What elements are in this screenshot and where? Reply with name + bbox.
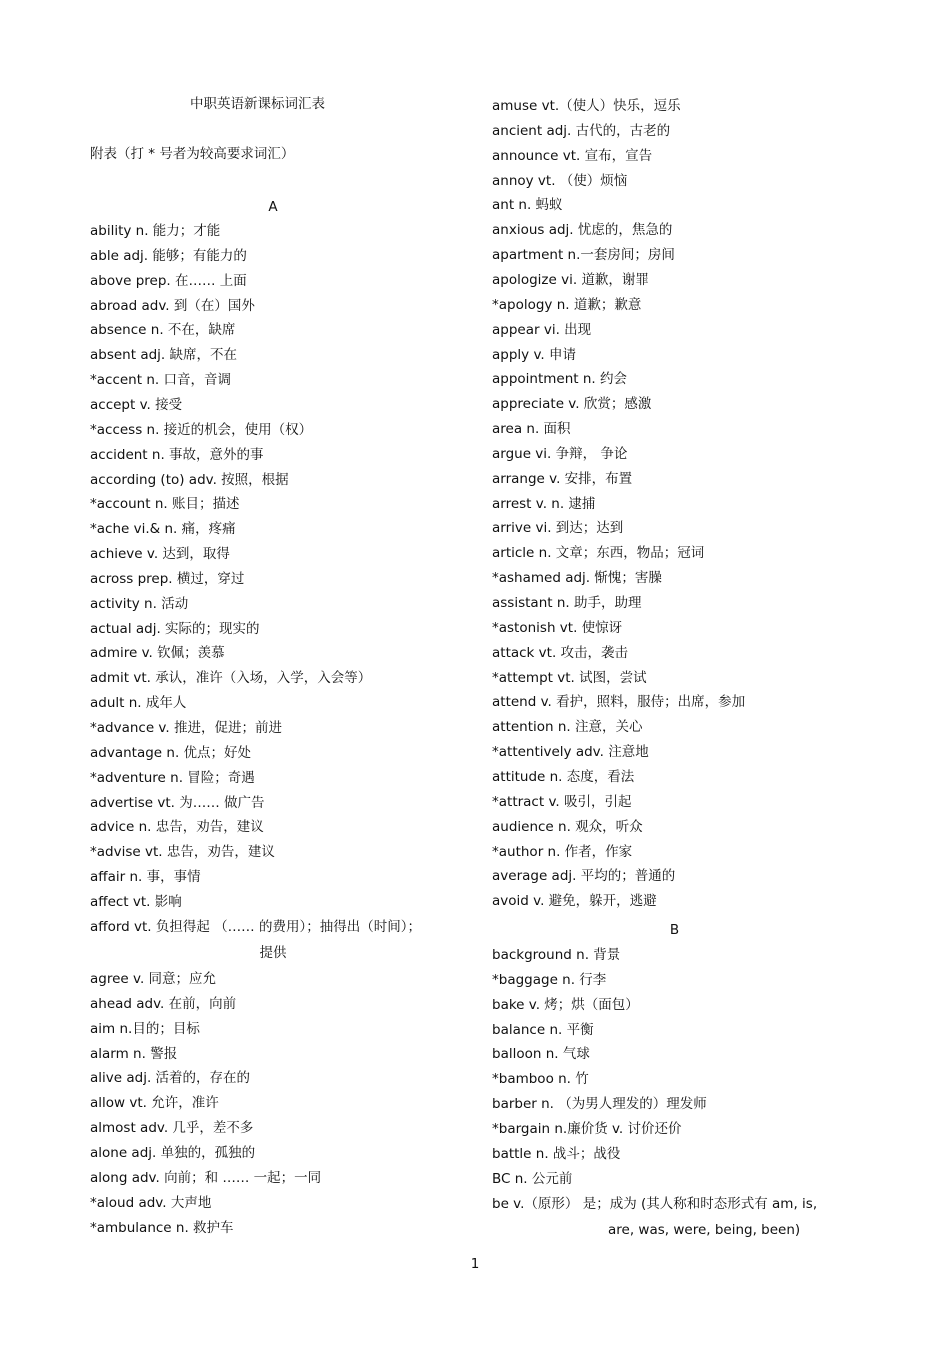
vocab-entry: absent adj. 缺席，不在 [90, 347, 237, 364]
vocab-entry: battle n. 战斗；战役 [492, 1145, 621, 1162]
be-continuation: are, was, were, being, been) [608, 1222, 801, 1238]
vocab-entry: along adv. 向前；和 …… 一起；一同 [90, 1169, 322, 1186]
vocab-entry: admit vt. 承认，准许（入场，入学，入会等） [90, 670, 372, 687]
vocab-entry: anxious adj. 忧虑的，焦急的 [492, 222, 673, 239]
vocab-entry: alive adj. 活着的，存在的 [90, 1070, 251, 1087]
vocab-entry: advantage n. 优点；好处 [90, 744, 252, 761]
vocab-entry: ancient adj. 古代的，古老的 [492, 122, 671, 139]
vocab-entry: arrange v. 安排，布置 [492, 470, 633, 487]
vocab-entry: background n. 背景 [492, 947, 621, 963]
vocab-entry: article n. 文章；东西，物品；冠词 [492, 545, 705, 562]
vocab-entry: argue vi. 争辩， 争论 [492, 445, 628, 462]
vocab-entry: above prep. 在…… 上面 [90, 272, 247, 289]
vocab-entry: *bargain n.廉价货 v. 讨价还价 [492, 1120, 682, 1137]
vocab-entry: advertise vt. 为…… 做广告 [90, 794, 265, 811]
vocab-entry: attitude n. 态度，看法 [492, 768, 635, 785]
vocab-entry: appointment n. 约会 [492, 371, 628, 388]
vocab-entry: *advise vt. 忠告，劝告，建议 [90, 844, 275, 861]
vocab-entry: ability n. 能力；才能 [90, 223, 221, 239]
vocab-entry: *ache vi.& n. 痛，疼痛 [90, 521, 236, 538]
vocab-entry: assistant n. 助手，助理 [492, 595, 642, 611]
vocab-entry: BC n. 公元前 [492, 1170, 573, 1187]
vocab-entry: affair n. 事，事情 [90, 869, 201, 886]
vocab-entry: *ambulance n. 救护车 [90, 1219, 234, 1236]
vocab-entry: *baggage n. 行李 [492, 971, 607, 988]
vocab-entry: *adventure n. 冒险；奇遇 [90, 769, 255, 786]
vocab-entry: *attentively adv. 注意地 [492, 744, 649, 761]
vocab-entry: *accent n. 口音，音调 [90, 372, 231, 389]
vocab-entry: ahead adv. 在前，向前 [90, 995, 237, 1012]
vocab-entry: across prep. 横过，穿过 [90, 570, 245, 587]
vocab-entry: adult n. 成年人 [90, 695, 187, 712]
vocab-entry: appreciate v. 欣赏；感激 [492, 396, 652, 413]
vocab-entry: *attempt vt. 试图，尝试 [492, 669, 647, 686]
vocab-entry: avoid v. 避免，躲开，逃避 [492, 893, 657, 910]
vocab-entry: average adj. 平均的；普通的 [492, 868, 676, 885]
vocab-entry: *apology n. 道歉；歉意 [492, 296, 642, 313]
afford-continuation: 提供 [259, 945, 287, 961]
vocab-entry: almost adv. 几乎，差不多 [90, 1120, 254, 1137]
vocab-entry: *ashamed adj. 惭愧；害臊 [492, 570, 662, 587]
vocab-entry: apartment n.一套房间；房间 [492, 247, 675, 264]
section-heading-b: B [669, 922, 680, 938]
vocab-entry: activity n. 活动 [90, 595, 189, 612]
vocab-entry: attend v. 看护，照料，服侍；出席，参加 [492, 694, 746, 711]
vocab-entry: arrive vi. 到达；达到 [492, 520, 624, 537]
vocab-entry: advice n. 忠告，劝告，建议 [90, 819, 264, 836]
vocab-entry: *advance v. 推进，促进；前进 [90, 720, 282, 736]
vocab-entry: affect vt. 影响 [90, 893, 182, 910]
vocab-entry: balance n. 平衡 [492, 1021, 594, 1038]
vocab-entry: amuse vt.（使人）快乐，逗乐 [492, 98, 681, 114]
vocab-entry: agree v. 同意；应允 [90, 971, 217, 987]
vocab-entry: bake v. 烤；烘（面包） [492, 996, 639, 1013]
vocab-entry: apply v. 申请 [492, 346, 576, 363]
vocab-entry: admire v. 钦佩；羡慕 [90, 645, 225, 662]
vocab-entry: appear vi. 出现 [492, 321, 592, 338]
vocab-entry: afford vt. 负担得起 （…… 的费用）；抽得出（时间）； [90, 918, 421, 935]
vocab-entry: barber n. （为男人理发的）理发师 [492, 1096, 707, 1113]
vocab-entry: be v.（原形） 是；成为 (其人称和时态形式有 am, is, [492, 1195, 818, 1212]
vocab-entry: alarm n. 警报 [90, 1045, 178, 1062]
vocab-entry: *access n. 接近的机会，使用（权） [90, 421, 313, 438]
vocab-entry: able adj. 能够；有能力的 [90, 247, 247, 264]
vocab-entry: actual adj. 实际的；现实的 [90, 620, 260, 637]
vocab-entry: abroad adv. 到（在）国外 [90, 297, 255, 314]
vocab-entry: *aloud adv. 大声地 [90, 1194, 212, 1211]
vocab-entry: *bamboo n. 竹 [492, 1071, 589, 1088]
vocab-entry: allow vt. 允许，准许 [90, 1095, 219, 1112]
vocab-entry: accept v. 接受 [90, 396, 183, 413]
vocab-entry: *account n. 账目；描述 [90, 496, 240, 513]
vocab-entry: according (to) adv. 按照，根据 [90, 471, 289, 488]
vocab-entry: announce vt. 宣布，宣告 [492, 147, 653, 164]
vocab-entry: attack vt. 攻击，袭击 [492, 644, 629, 661]
page-number: 1 [470, 1256, 480, 1272]
vocab-entry: *author n. 作者，作家 [492, 843, 633, 860]
vocab-entry: balloon n. 气球 [492, 1046, 590, 1063]
section-heading-a: A [268, 199, 278, 215]
vocab-entry: arrest v. n. 逮捕 [492, 495, 596, 512]
vocab-entry: accident n. 事故，意外的事 [90, 446, 264, 463]
vocab-entry: alone adj. 单独的，孤独的 [90, 1144, 256, 1161]
vocab-entry: absence n. 不在，缺席 [90, 322, 236, 339]
vocab-entry: area n. 面积 [492, 421, 571, 438]
vocab-entry: attention n. 注意，关心 [492, 719, 643, 736]
vocab-entry: annoy vt. （使）烦恼 [492, 172, 628, 189]
vocab-entry: ant n. 蚂蚁 [492, 197, 563, 214]
vocab-entry: audience n. 观众，听众 [492, 818, 643, 835]
vocab-entry: apologize vi. 道歉，谢罪 [492, 271, 649, 288]
vocab-entry: *attract v. 吸引，引起 [492, 793, 632, 810]
vocab-entry: *astonish vt. 使惊讶 [492, 619, 623, 636]
page-title: 中职英语新课标词汇表 [190, 96, 325, 112]
vocab-entry: achieve v. 达到，取得 [90, 546, 230, 563]
subtitle-note: 附表（打 * 号者为较高要求词汇） [90, 146, 295, 162]
vocab-entry: aim n.目的；目标 [90, 1020, 200, 1037]
